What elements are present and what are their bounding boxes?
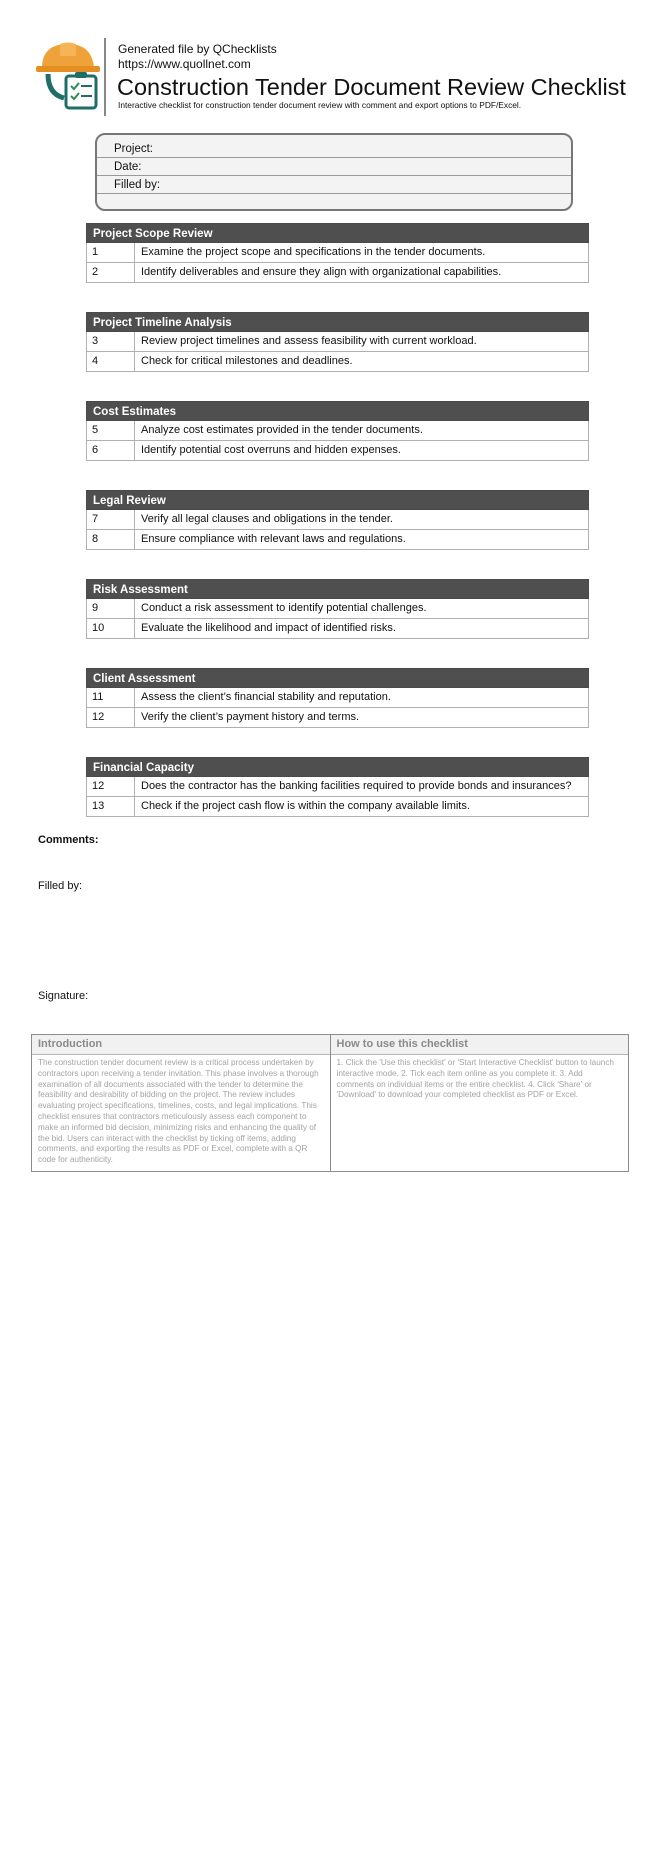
item-number: 11 (87, 688, 135, 707)
item-text: Evaluate the likelihood and impact of identified risks. (141, 622, 396, 634)
introduction-column (32, 1035, 330, 1171)
checklist-item[interactable] (86, 777, 589, 797)
checklist-item[interactable] (86, 421, 589, 441)
item-text: Does the contractor has the banking facilities required to provide bonds and insurances? (141, 780, 572, 792)
section-project-scope (86, 223, 589, 283)
item-text: Conduct a risk assessment to identify potential challenges. (141, 602, 427, 614)
section-title: Cost Estimates (86, 401, 589, 421)
checklist-item[interactable] (86, 688, 589, 708)
header-divider (104, 38, 106, 116)
section-legal-review (86, 490, 589, 550)
introduction-text: The construction tender document review is a critical process undertaken by contractors upon receiving a tender invitation. This phase involves a thorough examination of all documents associated with the tender to determine the feasibility and desirability of bidding on the project. The review includes evaluating project specifications, timelines, costs, and legal implications. This checklist ensures that contractors meticulously assess each component to make an informed bid decision, minimizing risks and enhancing the quality of the bid. Users can interact with the checklist by ticking off items, adding comments, and exporting the results as PDF or Excel, complete with a QR code for authenticity. (38, 1058, 319, 1165)
introduction-heading: Introduction (32, 1035, 330, 1055)
construction-checklist-logo-icon (34, 38, 106, 112)
section-title: Project Timeline Analysis (86, 312, 589, 332)
item-number: 10 (87, 619, 135, 638)
item-number: 4 (87, 352, 135, 371)
item-text: Verify all legal clauses and obligations in the tender. (141, 513, 393, 525)
project-label: Project: (114, 143, 153, 155)
item-text: Verify the client’s payment history and terms. (141, 711, 360, 723)
checklist-item[interactable] (86, 599, 589, 619)
section-risk-assessment (86, 579, 589, 639)
item-text: Review project timelines and assess feasibility with current workload. (141, 335, 477, 347)
section-cost-estimates (86, 401, 589, 461)
section-title: Client Assessment (86, 668, 589, 688)
how-to-column (330, 1035, 629, 1171)
item-number: 7 (87, 510, 135, 529)
blank-field (97, 194, 571, 212)
project-info-box (95, 133, 573, 211)
comments-label: Comments: (38, 834, 99, 846)
item-number: 13 (87, 797, 135, 816)
item-number: 6 (87, 441, 135, 460)
item-number: 2 (87, 263, 135, 282)
checklist-item[interactable] (86, 510, 589, 530)
filled-by-field[interactable] (97, 176, 571, 194)
item-number: 8 (87, 530, 135, 549)
section-title: Financial Capacity (86, 757, 589, 777)
signature-label: Signature: (38, 990, 89, 1002)
document-header (32, 36, 632, 118)
item-number: 3 (87, 332, 135, 351)
section-title: Risk Assessment (86, 579, 589, 599)
section-financial-capacity (86, 757, 589, 817)
item-number: 1 (87, 243, 135, 262)
item-number: 12 (87, 777, 135, 796)
item-text: Identify deliverables and ensure they align with organizational capabilities. (141, 266, 502, 278)
item-number: 12 (87, 708, 135, 727)
section-timeline-analysis (86, 312, 589, 372)
item-text: Check for critical milestones and deadlines. (141, 355, 353, 367)
checklist-item[interactable] (86, 352, 589, 372)
date-label: Date: (114, 161, 142, 173)
date-field[interactable] (97, 158, 571, 176)
item-number: 5 (87, 421, 135, 440)
checklist-item[interactable] (86, 441, 589, 461)
item-text: Identify potential cost overruns and hidden expenses. (141, 444, 401, 456)
section-client-assessment (86, 668, 589, 728)
section-title: Legal Review (86, 490, 589, 510)
filled-by-footer-label: Filled by: (38, 880, 83, 892)
item-text: Examine the project scope and specifications in the tender documents. (141, 246, 486, 258)
checklist-item[interactable] (86, 797, 589, 817)
section-title: Project Scope Review (86, 223, 589, 243)
item-text: Analyze cost estimates provided in the tender documents. (141, 424, 423, 436)
how-to-text: 1. Click the 'Use this checklist' or 'Start Interactive Checklist' button to launch interactive mode. 2. Tick each item online as you complete it. 3. Add comments on individual items or the entire checklist. 4. Click 'Share' or 'Download' to download your completed checklist as PDF or Excel. (336, 1058, 614, 1100)
item-text: Ensure compliance with relevant laws and regulations. (141, 533, 406, 545)
project-field[interactable] (97, 140, 571, 158)
filled-by-label: Filled by: (114, 179, 161, 191)
page-title: Construction Tender Document Review Checklist (117, 74, 626, 100)
checklist-item[interactable] (86, 708, 589, 728)
page-subtitle: Interactive checklist for construction tender document review with comment and export options to PDF/Excel. (118, 100, 522, 110)
checklist-item[interactable] (86, 619, 589, 639)
how-to-heading: How to use this checklist (331, 1035, 629, 1055)
checklist-item[interactable] (86, 332, 589, 352)
checklist-item[interactable] (86, 530, 589, 550)
item-text: Assess the client’s financial stability and reputation. (141, 691, 391, 703)
checklist-item[interactable] (86, 263, 589, 283)
generated-by-text: Generated file by QChecklists (118, 42, 277, 56)
checklist-item[interactable] (86, 243, 589, 263)
item-number: 9 (87, 599, 135, 618)
site-url-link[interactable]: https://www.quollnet.com (118, 57, 251, 71)
item-text: Check if the project cash flow is within the company available limits. (141, 800, 470, 812)
instructions-table (31, 1034, 629, 1172)
